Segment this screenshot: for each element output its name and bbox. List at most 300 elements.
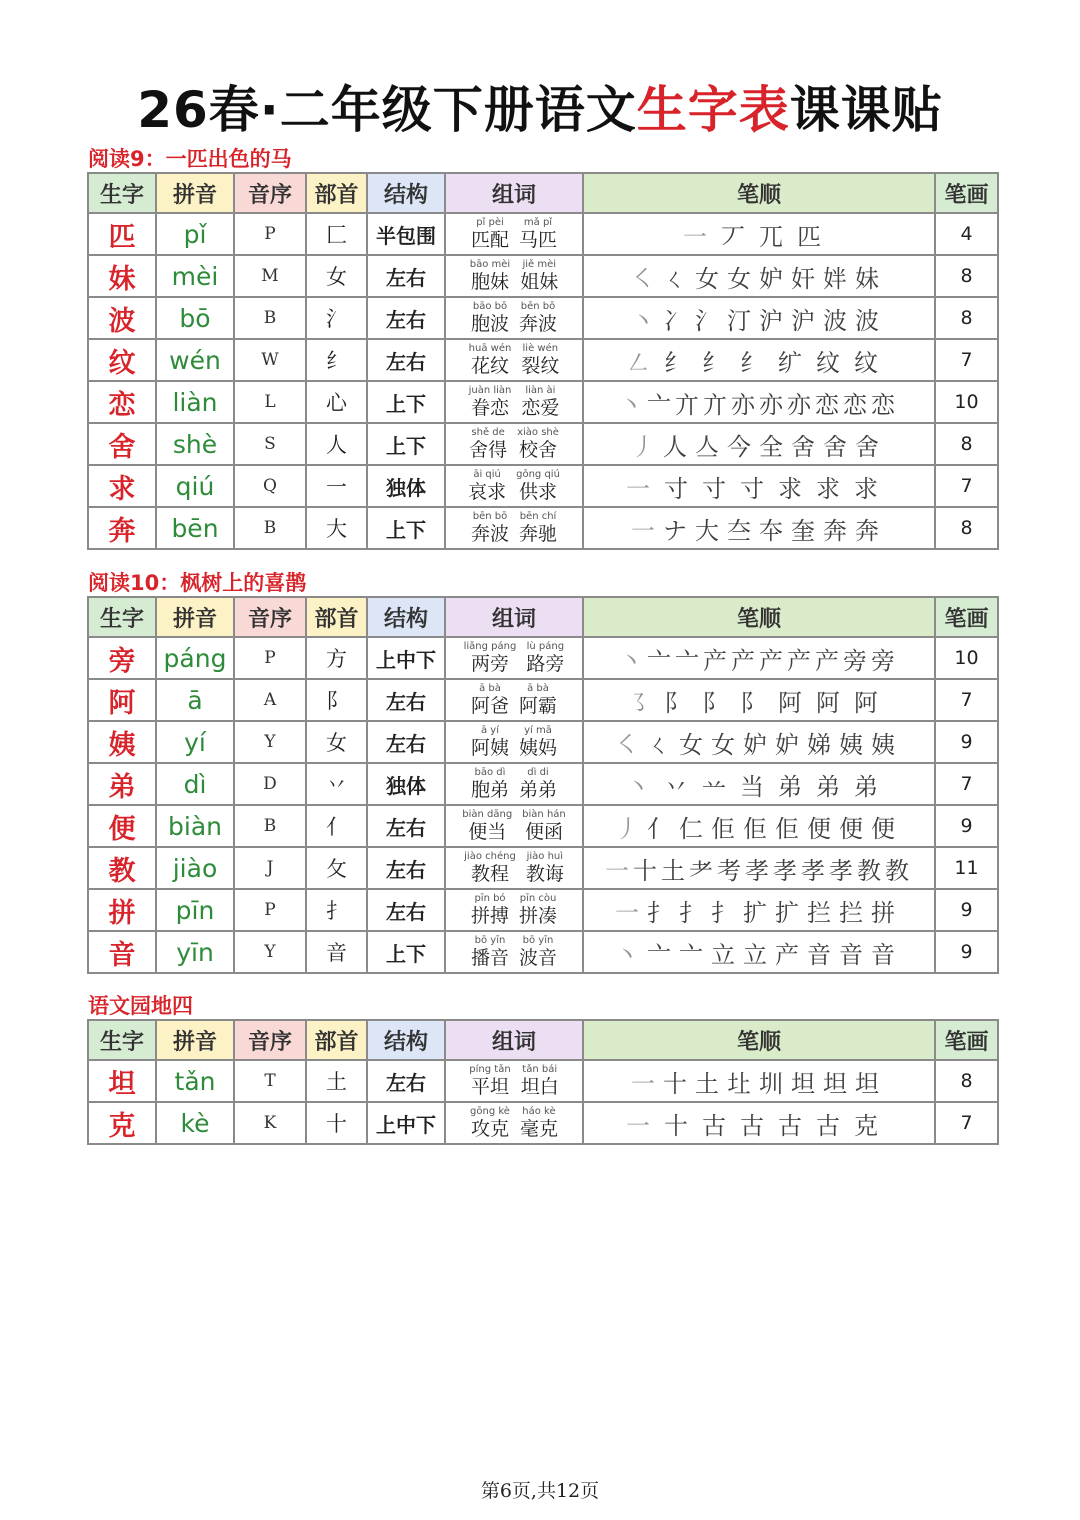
word-item [521, 386, 559, 418]
cell-py: bō [156, 297, 234, 339]
cell-jg: 独体 [367, 763, 445, 805]
cell-words [445, 637, 583, 679]
word-text: 校舍 [519, 439, 558, 461]
cell-py: pǐ [156, 213, 234, 255]
stroke-step: 亠 [647, 390, 671, 419]
stroke-step: 亻 [647, 814, 671, 843]
stroke-step: 丷 [664, 772, 688, 801]
stroke-step: 音 [839, 940, 863, 969]
word-item [471, 302, 509, 334]
word-text: 播音 [470, 947, 509, 969]
stroke-step: 妒 [775, 730, 799, 759]
cell-stroke-count: 7 [935, 465, 998, 507]
cell-stroke-order [583, 507, 935, 549]
word-pinyin: bō yīn [522, 935, 554, 946]
word-text: 阿姨 [470, 737, 509, 759]
cell-words [445, 507, 583, 549]
word-text: 阿霸 [519, 695, 558, 717]
word-item [519, 218, 557, 250]
word-text: 花纹 [470, 355, 509, 377]
cell-zi: 弟 [88, 763, 156, 805]
stroke-step: 土 [661, 856, 685, 885]
cell-bs: 女 [306, 255, 367, 297]
stroke-step: 一 [615, 898, 639, 927]
cell-stroke-count: 7 [935, 1102, 998, 1144]
stroke-step: ナ [663, 516, 687, 545]
header-bsn: 笔顺 [583, 1020, 935, 1060]
header-bsn: 笔顺 [583, 173, 935, 213]
cell-stroke-order [583, 423, 935, 465]
stroke-step: 人 [663, 432, 687, 461]
stroke-step: 奸 [791, 264, 815, 293]
stroke-step: 旁 [871, 646, 895, 675]
word-pinyin: liàn ài [525, 385, 556, 396]
header-bs: 部首 [306, 597, 367, 637]
stroke-step: 丶 [626, 772, 650, 801]
word-pinyin: shě de [471, 427, 505, 438]
word-text: 教程 [470, 863, 509, 885]
stroke-step: 一 [626, 474, 650, 503]
header-bs: 部首 [306, 173, 367, 213]
cell-stroke-order [583, 763, 935, 805]
cell-stroke-order [583, 805, 935, 847]
stroke-step: 寸 [702, 474, 726, 503]
stroke-step: 波 [823, 306, 847, 335]
word-item [519, 302, 557, 334]
stroke-step: 当 [740, 772, 764, 801]
cell-py: wén [156, 339, 234, 381]
cell-words [445, 1102, 583, 1144]
cell-bs: 亻 [306, 805, 367, 847]
cell-zi: 便 [88, 805, 156, 847]
table-row [88, 297, 998, 339]
cell-yx: B [234, 297, 306, 339]
stroke-step: 丶 [631, 306, 655, 335]
stroke-step: 拦 [807, 898, 831, 927]
word-item [519, 894, 557, 926]
word-item [462, 810, 512, 842]
cell-stroke-count: 9 [935, 889, 998, 931]
cell-words [445, 423, 583, 465]
stroke-step: 奎 [791, 516, 815, 545]
cell-stroke-count: 8 [935, 423, 998, 465]
stroke-step: 古 [816, 1111, 840, 1140]
stroke-step: 丿 [631, 432, 655, 461]
cell-yx: W [234, 339, 306, 381]
header-bh: 笔画 [935, 1020, 998, 1060]
table-row [88, 721, 998, 763]
stroke-step: 纹 [854, 348, 878, 377]
word-text: 裂纹 [521, 355, 560, 377]
word-text: 便函 [524, 821, 563, 843]
stroke-step: 妒 [759, 264, 783, 293]
cell-stroke-count: 4 [935, 213, 998, 255]
page-title [0, 70, 1080, 142]
cell-bs: 心 [306, 381, 367, 423]
word-pinyin: liǎng páng [463, 641, 517, 652]
cell-py: liàn [156, 381, 234, 423]
word-pinyin: huā wén [468, 343, 512, 354]
word-text: 拼凑 [519, 905, 558, 927]
cell-py: dì [156, 763, 234, 805]
cell-yx: P [234, 637, 306, 679]
stroke-step: 教 [857, 856, 881, 885]
stroke-step: 一 [683, 222, 707, 251]
cell-words [445, 1060, 583, 1102]
stroke-step: 孝 [745, 856, 769, 885]
word-text: 攻克 [470, 1118, 509, 1140]
stroke-step: 十 [633, 856, 657, 885]
cell-zi: 教 [88, 847, 156, 889]
table-row [88, 931, 998, 973]
stroke-step: 产 [731, 646, 755, 675]
header-zc: 组词 [445, 1020, 583, 1060]
word-text: 恋爱 [521, 397, 560, 419]
header-py: 拼音 [156, 597, 234, 637]
stroke-step: 女 [711, 730, 735, 759]
cell-jg: 独体 [367, 465, 445, 507]
table-row [88, 213, 998, 255]
stroke-step: 扩 [775, 898, 799, 927]
stroke-step: 姅 [823, 264, 847, 293]
word-pinyin: biàn dāng [462, 809, 513, 820]
cell-zi: 旁 [88, 637, 156, 679]
cell-jg: 上下 [367, 423, 445, 465]
stroke-step: 佢 [775, 814, 799, 843]
word-text: 胞弟 [470, 779, 509, 801]
cell-py: qiú [156, 465, 234, 507]
section-title: 阅读9：一匹出色的马 [88, 147, 292, 171]
header-bh: 笔画 [935, 597, 998, 637]
stroke-step: 波 [855, 306, 879, 335]
cell-yx: T [234, 1060, 306, 1102]
word-pinyin: háo kè [522, 1106, 556, 1117]
stroke-step: 冫 [663, 306, 687, 335]
stroke-step: 立 [743, 940, 767, 969]
cell-zi: 坦 [88, 1060, 156, 1102]
stroke-step: 亠 [647, 940, 671, 969]
stroke-step: 姨 [839, 730, 863, 759]
cell-py: pīn [156, 889, 234, 931]
stroke-step: 氵 [695, 306, 719, 335]
cell-stroke-order [583, 297, 935, 339]
cell-yx: B [234, 805, 306, 847]
stroke-step: 纟 [702, 348, 726, 377]
stroke-step: 丶 [619, 646, 643, 675]
cell-zi: 音 [88, 931, 156, 973]
cell-jg: 左右 [367, 805, 445, 847]
stroke-step: ㇌ [626, 688, 650, 717]
cell-stroke-order [583, 637, 935, 679]
cell-jg: 上下 [367, 931, 445, 973]
word-pinyin: bēn bō [520, 301, 556, 312]
cell-words [445, 255, 583, 297]
stroke-step: 亠 [675, 646, 699, 675]
header-yx: 音序 [234, 597, 306, 637]
cell-zi: 克 [88, 1102, 156, 1144]
header-bh: 笔画 [935, 173, 998, 213]
stroke-step: 亠 [647, 646, 671, 675]
cell-zi: 拼 [88, 889, 156, 931]
stroke-step: 纟 [740, 348, 764, 377]
stroke-step: 克 [854, 1111, 878, 1140]
stroke-step: 佢 [743, 814, 767, 843]
cell-jg: 左右 [367, 889, 445, 931]
cell-yx: B [234, 507, 306, 549]
cell-jg: 左右 [367, 255, 445, 297]
word-text: 两旁 [470, 653, 509, 675]
stroke-step: 产 [815, 646, 839, 675]
stroke-step: 孝 [829, 856, 853, 885]
stroke-step: 亦 [731, 390, 755, 419]
word-pinyin: yí mā [524, 725, 552, 736]
stroke-step: 匹 [797, 222, 821, 251]
cell-words [445, 889, 583, 931]
cell-stroke-count: 9 [935, 931, 998, 973]
word-item [526, 642, 564, 674]
cell-stroke-count: 8 [935, 297, 998, 339]
word-item [520, 1107, 558, 1139]
header-zc: 组词 [445, 597, 583, 637]
word-item [471, 768, 509, 800]
word-item [471, 894, 509, 926]
stroke-step: 孝 [801, 856, 825, 885]
cell-bs: 方 [306, 637, 367, 679]
cell-words [445, 339, 583, 381]
cell-words [445, 381, 583, 423]
header-bsn: 笔顺 [583, 597, 935, 637]
cell-bs: 氵 [306, 297, 367, 339]
header-py: 拼音 [156, 1020, 234, 1060]
stroke-step: 产 [759, 646, 783, 675]
word-pinyin: píng tǎn [469, 1064, 511, 1075]
header-yx: 音序 [234, 173, 306, 213]
cell-stroke-order [583, 381, 935, 423]
word-item [519, 726, 557, 758]
cell-stroke-count: 10 [935, 381, 998, 423]
word-item [516, 470, 560, 502]
table-row [88, 507, 998, 549]
word-pinyin: jiě mèi [522, 259, 556, 270]
stroke-step: 丶 [619, 390, 643, 419]
stroke-step: 妹 [855, 264, 879, 293]
word-item [521, 1065, 559, 1097]
word-text: 弟弟 [519, 779, 558, 801]
cell-bs: 攵 [306, 847, 367, 889]
stroke-step: 教 [885, 856, 909, 885]
word-text: 平坦 [470, 1076, 509, 1098]
stroke-step: 产 [775, 940, 799, 969]
cell-zi: 阿 [88, 679, 156, 721]
word-text: 路旁 [526, 653, 565, 675]
word-item [470, 260, 510, 292]
stroke-step: 产 [787, 646, 811, 675]
cell-bs: 丷 [306, 763, 367, 805]
word-text: 教诲 [525, 863, 564, 885]
stroke-step: 奔 [823, 516, 847, 545]
word-text: 姐妹 [520, 271, 559, 293]
cell-words [445, 931, 583, 973]
stroke-step: 十 [663, 1069, 687, 1098]
cell-stroke-count: 7 [935, 679, 998, 721]
word-pinyin: bēn bō [472, 511, 508, 522]
stroke-step: 坦 [855, 1069, 879, 1098]
cell-jg: 左右 [367, 339, 445, 381]
stroke-step: 佢 [711, 814, 735, 843]
cell-stroke-count: 11 [935, 847, 998, 889]
stroke-step: 汀 [727, 306, 751, 335]
cell-words [445, 213, 583, 255]
cell-stroke-count: 8 [935, 255, 998, 297]
word-pinyin: bāo mèi [469, 259, 511, 270]
cell-yx: P [234, 889, 306, 931]
stroke-step: 一 [626, 1111, 650, 1140]
cell-bs: 大 [306, 507, 367, 549]
stroke-step: 寸 [740, 474, 764, 503]
cell-bs: 扌 [306, 889, 367, 931]
stroke-step: 阝 [664, 688, 688, 717]
word-item [464, 642, 517, 674]
cell-yx: S [234, 423, 306, 465]
stroke-step: 仁 [679, 814, 703, 843]
stroke-step: 弟 [816, 772, 840, 801]
stroke-step: 求 [854, 474, 878, 503]
cell-py: bēn [156, 507, 234, 549]
stroke-step: ㄑ [647, 730, 671, 759]
word-text: 奔波 [470, 523, 509, 545]
table-row [88, 465, 998, 507]
cell-yx: K [234, 1102, 306, 1144]
stroke-step: 扌 [679, 898, 703, 927]
cell-yx: Y [234, 721, 306, 763]
word-pinyin: jiào huì [526, 851, 564, 862]
stroke-step: 旁 [843, 646, 867, 675]
stroke-step: 大 [695, 516, 719, 545]
word-pinyin: āi qiú [473, 469, 501, 480]
cell-jg: 左右 [367, 721, 445, 763]
word-text: 胞妹 [470, 271, 509, 293]
stroke-step: 一 [605, 856, 629, 885]
word-text: 拼搏 [470, 905, 509, 927]
stroke-step: 兀 [759, 222, 783, 251]
stroke-step: 女 [727, 264, 751, 293]
table-row [88, 381, 998, 423]
header-zi: 生字 [88, 1020, 156, 1060]
word-item [519, 684, 557, 716]
stroke-step: ㇛ [631, 264, 655, 293]
stroke-step: 丶 [615, 940, 639, 969]
stroke-step: 阿 [778, 688, 802, 717]
stroke-step: 求 [816, 474, 840, 503]
cell-zi: 妹 [88, 255, 156, 297]
cell-py: yí [156, 721, 234, 763]
stroke-step: 亠 [679, 940, 703, 969]
word-item [471, 726, 509, 758]
stroke-step: 女 [679, 730, 703, 759]
cell-stroke-order [583, 339, 935, 381]
stroke-step: 拼 [871, 898, 895, 927]
stroke-step: 扌 [711, 898, 735, 927]
stroke-step: 舍 [791, 432, 815, 461]
cell-stroke-order [583, 931, 935, 973]
stroke-step: 寸 [664, 474, 688, 503]
stroke-step: ㄑ [663, 264, 687, 293]
cell-stroke-order [583, 1102, 935, 1144]
word-text: 舍得 [469, 439, 508, 461]
cell-bs: 一 [306, 465, 367, 507]
stroke-step: 奔 [855, 516, 879, 545]
stroke-step: 纹 [816, 348, 840, 377]
cell-stroke-count: 10 [935, 637, 998, 679]
cell-yx: Q [234, 465, 306, 507]
table-row [88, 1102, 998, 1144]
cell-py: biàn [156, 805, 234, 847]
header-jg: 结构 [367, 1020, 445, 1060]
stroke-step: 夲 [759, 516, 783, 545]
cell-stroke-count: 8 [935, 1060, 998, 1102]
cell-yx: Y [234, 931, 306, 973]
header-zc: 组词 [445, 173, 583, 213]
word-text: 匹配 [470, 229, 509, 251]
word-item [464, 852, 516, 884]
word-pinyin: mǎ pǐ [523, 217, 553, 228]
character-table [87, 596, 999, 974]
word-item [469, 386, 512, 418]
title-highlight: 生字表 [636, 81, 790, 139]
cell-stroke-order [583, 721, 935, 763]
stroke-step: 立 [711, 940, 735, 969]
cell-words [445, 763, 583, 805]
header-jg: 结构 [367, 597, 445, 637]
cell-stroke-count: 7 [935, 763, 998, 805]
word-item [469, 344, 512, 376]
stroke-step: 弟 [778, 772, 802, 801]
cell-jg: 上中下 [367, 637, 445, 679]
word-text: 胞波 [470, 313, 509, 335]
table-row [88, 1060, 998, 1102]
word-text: 奔波 [519, 313, 558, 335]
stroke-step: 圵 [727, 1069, 751, 1098]
cell-yx: M [234, 255, 306, 297]
cell-bs: 人 [306, 423, 367, 465]
cell-stroke-order [583, 847, 935, 889]
word-text: 波音 [519, 947, 558, 969]
stroke-step: 扌 [647, 898, 671, 927]
word-item [517, 428, 559, 460]
word-item [522, 810, 566, 842]
stroke-step: 娣 [807, 730, 831, 759]
stroke-step: 亦 [759, 390, 783, 419]
word-item [526, 852, 564, 884]
header-zi: 生字 [88, 173, 156, 213]
table-row [88, 255, 998, 297]
table-row [88, 805, 998, 847]
word-item [471, 512, 509, 544]
stroke-step: 产 [703, 646, 727, 675]
cell-jg: 左右 [367, 679, 445, 721]
cell-zi: 恋 [88, 381, 156, 423]
table-row [88, 339, 998, 381]
table-row [88, 763, 998, 805]
cell-py: kè [156, 1102, 234, 1144]
cell-yx: P [234, 213, 306, 255]
word-item [519, 936, 557, 968]
stroke-step: 亣 [703, 390, 727, 419]
word-pinyin: juàn liàn [468, 385, 512, 396]
word-pinyin: pīn bó [474, 893, 506, 904]
cell-words [445, 465, 583, 507]
cell-py: jiào [156, 847, 234, 889]
